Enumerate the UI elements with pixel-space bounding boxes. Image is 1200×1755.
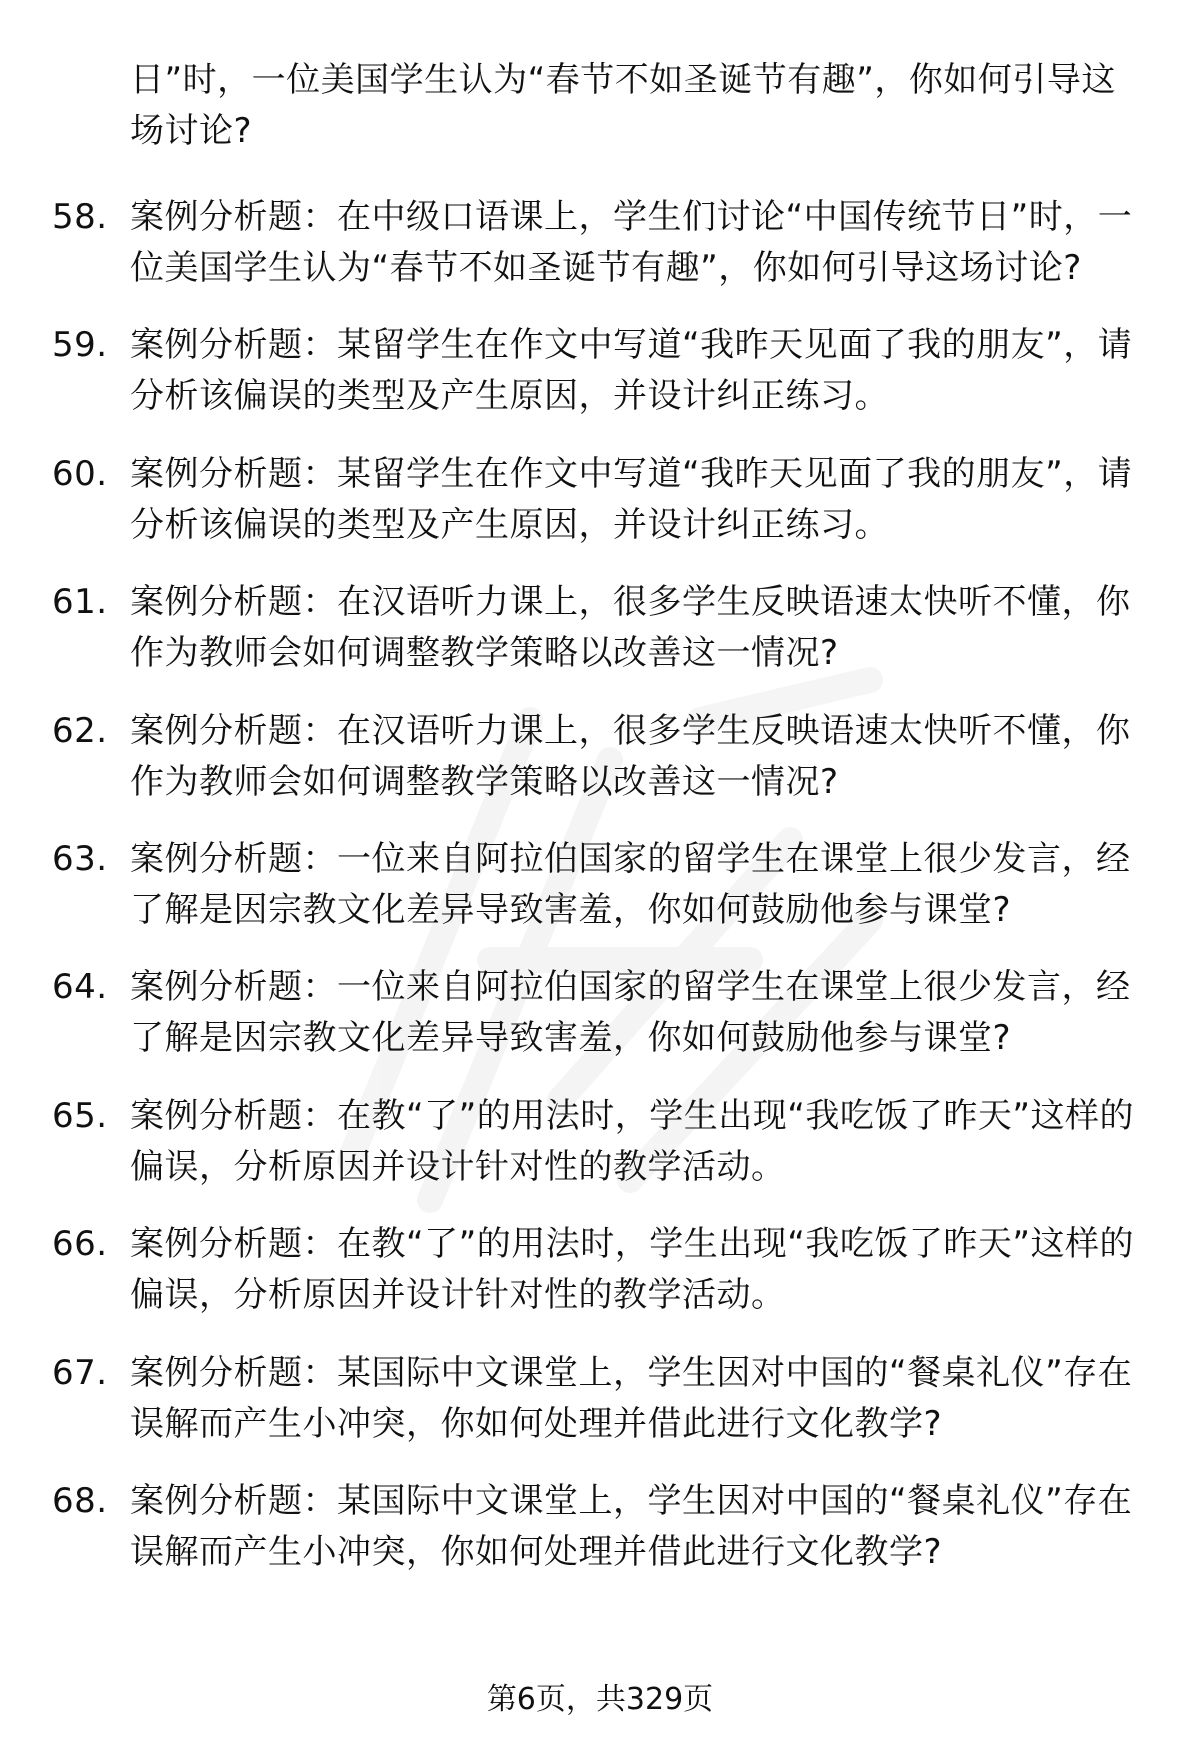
- question-number: 64.: [52, 967, 108, 1008]
- list-item: [0, 706, 1200, 805]
- list-item: [0, 834, 1200, 933]
- list-item: [0, 1091, 1200, 1190]
- question-number: 65.: [52, 1095, 108, 1136]
- list-item: [0, 192, 1200, 291]
- question-number: 62.: [52, 710, 108, 751]
- continuation-text: 日”时，一位美国学生认为“春节不如圣诞节有趣”，你如何引导这场讨论?: [130, 60, 1116, 151]
- question-text: 案例分析题：一位来自阿拉伯国家的留学生在课堂上很少发言，经了解是因宗教文化差异导致害羞，你如何鼓励他参与课堂?: [130, 967, 1131, 1059]
- question-text: 案例分析题：某留学生在作文中写道“我昨天见面了我的朋友”，请分析该偏误的类型及产生原因，并设计纠正练习。: [130, 453, 1133, 545]
- question-text: 案例分析题：某国际中文课堂上，学生因对中国的“餐桌礼仪”存在误解而产生小冲突，你如何处理并借此进行文化教学?: [130, 1352, 1133, 1444]
- question-number: 66.: [52, 1224, 108, 1265]
- list-item: [0, 962, 1200, 1061]
- question-number: 63.: [52, 838, 108, 879]
- list-item: [0, 449, 1200, 548]
- list-item: [0, 1348, 1200, 1447]
- question-text: 案例分析题：在教“了”的用法时，学生出现“我吃饭了昨天”这样的偏误，分析原因并设计针对性的教学活动。: [130, 1095, 1134, 1187]
- question-number: 59.: [52, 325, 108, 366]
- question-number: 61.: [52, 582, 108, 623]
- question-text: 案例分析题：某留学生在作文中写道“我昨天见面了我的朋友”，请分析该偏误的类型及产生原因，并设计纠正练习。: [130, 325, 1133, 417]
- question-text: 案例分析题：在中级口语课上，学生们讨论“中国传统节日”时，一位美国学生认为“春节不如圣诞节有趣”，你如何引导这场讨论?: [130, 197, 1133, 288]
- question-list: [0, 192, 1200, 1604]
- question-number: 60.: [52, 453, 108, 494]
- question-text: 案例分析题：在教“了”的用法时，学生出现“我吃饭了昨天”这样的偏误，分析原因并设计针对性的教学活动。: [130, 1224, 1134, 1316]
- question-number: 58.: [52, 197, 108, 237]
- list-item: [0, 577, 1200, 676]
- question-text: 案例分析题：某国际中文课堂上，学生因对中国的“餐桌礼仪”存在误解而产生小冲突，你如何处理并借此进行文化教学?: [130, 1480, 1133, 1572]
- list-item: [0, 320, 1200, 419]
- page-footer: 第6页，共329页: [486, 1682, 714, 1717]
- question-number: 67.: [52, 1352, 108, 1393]
- question-text: 案例分析题：一位来自阿拉伯国家的留学生在课堂上很少发言，经了解是因宗教文化差异导致害羞，你如何鼓励他参与课堂?: [130, 838, 1131, 930]
- list-item: [0, 1476, 1200, 1575]
- question-text: 案例分析题：在汉语听力课上，很多学生反映语速太快听不懂，你作为教师会如何调整教学策略以改善这一情况?: [130, 582, 1131, 674]
- question-text: 案例分析题：在汉语听力课上，很多学生反映语速太快听不懂，你作为教师会如何调整教学策略以改善这一情况?: [130, 710, 1131, 802]
- list-item: [0, 1219, 1200, 1318]
- question-number: 68.: [52, 1480, 108, 1521]
